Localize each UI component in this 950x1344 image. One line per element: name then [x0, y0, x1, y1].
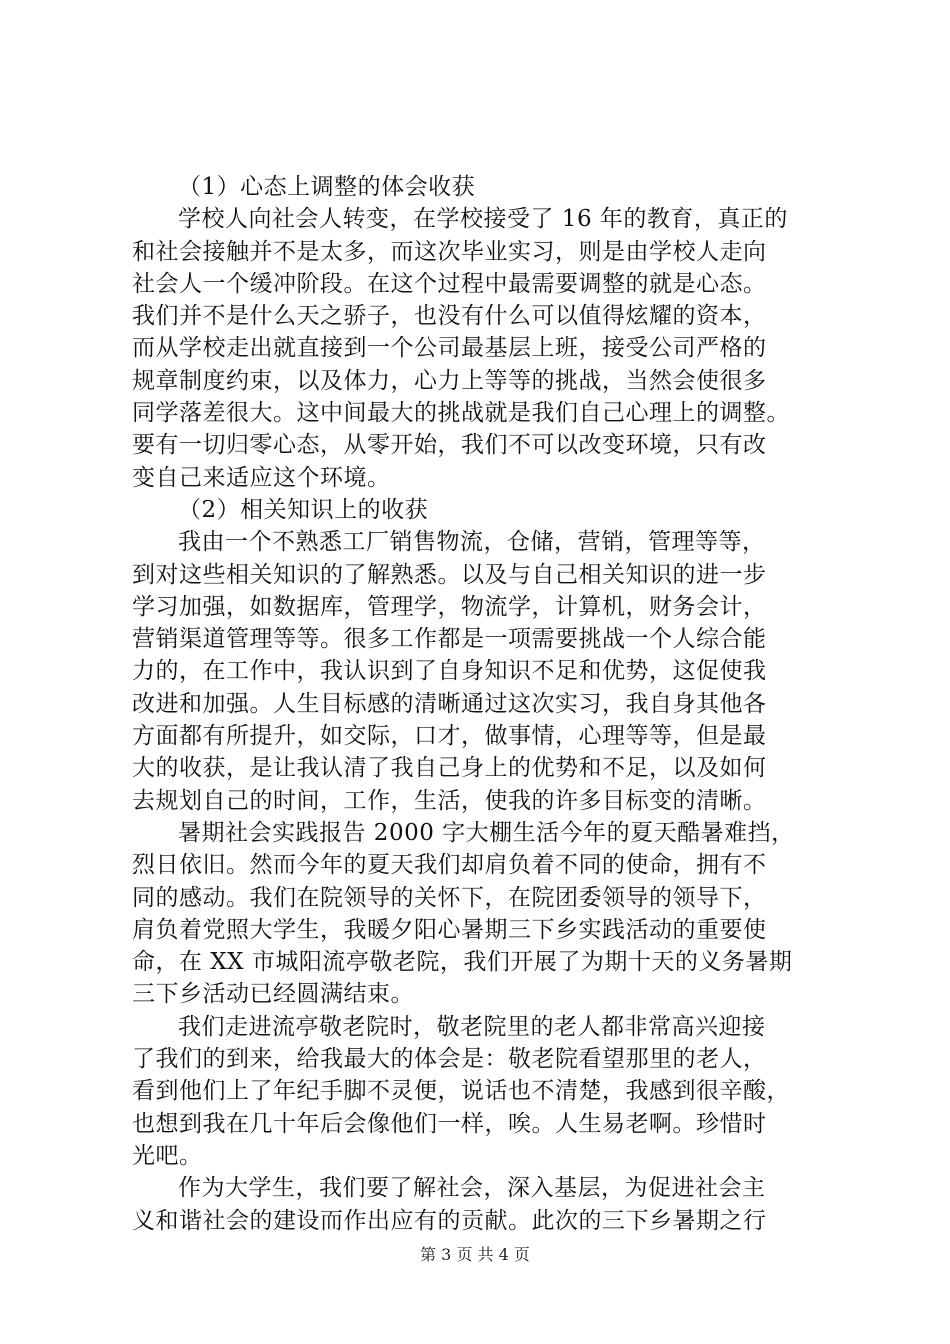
paragraph-line: 命，在 XX 市城阳流亭敬老院，我们开展了为期十天的义务暑期 — [132, 949, 793, 976]
paragraph-line: 学校人向社会人转变，在学校接受了 16 年的教育，真正的 — [178, 206, 788, 233]
paragraph-line: 方面都有所提升，如交际，口才，做事情，心理等等，但是最 — [132, 723, 767, 750]
paragraph-line: 我由一个不熟悉工厂销售物流，仓储，营销，管理等等， — [178, 529, 766, 556]
paragraph-line: 到对这些相关知识的了解熟悉。以及与自己相关知识的进一步 — [132, 561, 767, 588]
paragraph-line: 去规划自己的时间，工作，生活，使我的许多目标变的清晰。 — [132, 787, 767, 814]
paragraph-line: 肩负着党照大学生，我暖夕阳心暑期三下乡实践活动的重要使 — [132, 916, 767, 943]
paragraph-line: 同的感动。我们在院领导的关怀下，在院团委领导的领导下， — [132, 884, 767, 911]
paragraph-line: 改进和加强。人生目标感的清晰通过这次实习，我自身其他各 — [132, 690, 767, 717]
paragraph-line: 规章制度约束，以及体力，心力上等等的挑战，当然会使很多 — [132, 367, 767, 394]
paragraph-line: 营销渠道管理等等。很多工作都是一项需要挑战一个人综合能 — [132, 626, 767, 653]
section-heading-2: （2）相关知识上的收获 — [178, 496, 429, 523]
paragraph-line: 作为大学生，我们要了解社会，深入基层，为促进社会主 — [178, 1175, 766, 1202]
paragraph-line: 和社会接触并不是太多，而这次毕业实习，则是由学校人走向 — [132, 238, 767, 265]
paragraph-line: 变自己来适应这个环境。 — [132, 464, 391, 491]
paragraph-line: 暑期社会实践报告 2000 字大棚生活今年的夏天酷暑难挡， — [178, 819, 795, 846]
paragraph-line: 我们走进流亭敬老院时，敬老院里的老人都非常高兴迎接 — [178, 1013, 766, 1040]
paragraph-line: 同学落差很大。这中间最大的挑战就是我们自己心理上的调整。 — [132, 400, 790, 427]
paragraph-line: 要有一切归零心态，从零开始，我们不可以改变环境，只有改 — [132, 432, 767, 459]
paragraph-line: 也想到我在几十年后会像他们一样，唉。人生易老啊。珍惜时 — [132, 1110, 767, 1137]
paragraph-line: 力的，在工作中，我认识到了自身知识不足和优势，这促使我 — [132, 658, 767, 685]
paragraph-line: 大的收获，是让我认清了我自己身上的优势和不足，以及如何 — [132, 755, 767, 782]
paragraph-line: 看到他们上了年纪手脚不灵便，说话也不清楚，我感到很辛酸， — [132, 1078, 790, 1105]
paragraph-line: 光吧。 — [132, 1142, 203, 1169]
section-heading-1: （1）心态上调整的体会收获 — [178, 174, 476, 200]
document-body — [132, 171, 832, 1237]
paragraph-line: 社会人一个缓冲阶段。在这个过程中最需要调整的就是心态。 — [132, 270, 767, 297]
paragraph-line: 我们并不是什么天之骄子，也没有什么可以值得炫耀的资本， — [132, 303, 767, 330]
paragraph-line: 了我们的到来，给我最大的体会是：敬老院看望那里的老人， — [132, 1046, 767, 1073]
paragraph-line: 三下乡活动已经圆满结束。 — [132, 981, 414, 1008]
paragraph-line: 学习加强，如数据库，管理学，物流学，计算机，财务会计， — [132, 593, 767, 620]
page-number-footer: 第 3 页 共 4 页 — [420, 1245, 530, 1264]
paragraph-line: 而从学校走出就直接到一个公司最基层上班，接受公司严格的 — [132, 335, 767, 362]
paragraph-line: 烈日依旧。然而今年的夏天我们却肩负着不同的使命，拥有不 — [132, 852, 767, 879]
paragraph-line: 义和谐社会的建设而作出应有的贡献。此次的三下乡暑期之行 — [132, 1207, 767, 1234]
